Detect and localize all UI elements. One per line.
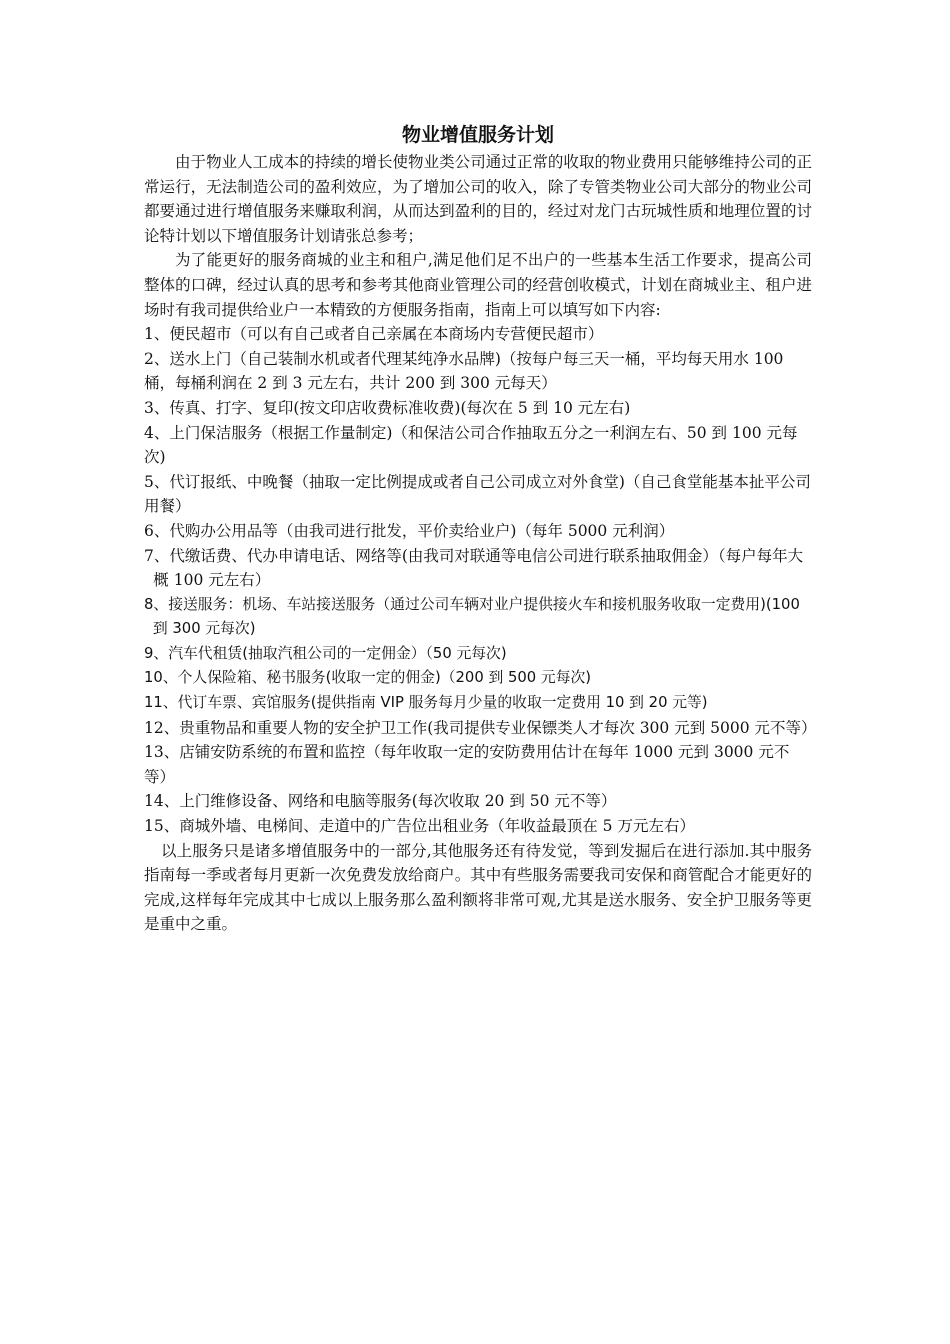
list-item: 5、代订报纸、中晚餐（抽取一定比例提成或者自己公司成立对外食堂)（自己食堂能基本扯平公司用餐） — [144, 472, 811, 516]
service-list — [144, 322, 817, 838]
list-item: 1、便民超市（可以有自己或者自己亲属在本商场内专营便民超市） — [144, 325, 604, 344]
list-item: 3、传真、打字、复印(按文印店收费标准收费)(每次在 5 到 10 元左右) — [144, 398, 631, 417]
list-item: 12、贵重物品和重要人物的安全护卫工作(我司提供专业保镖类人才每次 300 元到 5000 元不等） — [144, 718, 817, 737]
list-item: 4、上门保洁服务（根据工作量制定)（和保洁公司合作抽取五分之一利润左右、50 到 100 元每次) — [144, 423, 798, 467]
closing-paragraph: 以上服务只是诸多增值服务中的一部分,其他服务还有待发觉，等到发掘后在进行添加.其中服务指南每一季或者每月更新一次免费发放给商户。其中有些服务需要我司安保和商管配合才能更好的完成,这样每年完成其中七成以上服务那么盈利额将非常可观,尤其是送水服务、安全护卫服务等更是重中之重。 — [144, 841, 812, 934]
intro-paragraph: 由于物业人工成本的持续的增长使物业类公司通过正常的收取的物业费用只能够维持公司的正常运行，无法制造公司的盈利效应，为了增加公司的收入，除了专管类物业公司大部分的物业公司都要通过进行增值服务来赚取利润，从而达到盈利的目的，经过对龙门古玩城性质和地理位置的讨论特计划以下增值服务计划请张总参考； — [144, 153, 812, 245]
list-item: 11、代订车票、宾馆服务(提供指南 VIP 服务每月少量的收取一定费用 10 到 20 元等) — [144, 694, 708, 712]
list-item: 9、汽车代租赁(抽取汽租公司的一定佣金）（50 元每次) — [144, 644, 507, 662]
document-title: 物业增值服务计划 — [401, 124, 554, 146]
list-item: 2、送水上门（自己装制水机或者代理某纯净水品牌)（按每户每三天一桶，平均每天用水 100 桶，每桶利润在 2 到 3 元左右，共计 200 到 300 元每天） — [144, 349, 784, 393]
list-item: 7、代缴话费、代办申请电话、网络等(由我司对联通等电信公司进行联系抽取佣金）（每户每年大概 100 元左右） — [144, 546, 804, 590]
list-item: 8、接送服务：机场、车站接送服务（通过公司车辆对业户提供接火车和接机服务收取一定费用)(100 到 300 元每次) — [144, 595, 800, 638]
list-item: 6、代购办公用品等（由我司进行批发，平价卖给业户)（每年 5000 元利润） — [144, 521, 675, 540]
list-item: 15、商城外墙、电梯间、走道中的广告位出租业务（年收益最顶在 5 万元左右） — [144, 817, 695, 836]
list-item: 14、上门维修设备、网络和电脑等服务(每次收取 20 到 50 元不等） — [144, 792, 617, 811]
list-item: 10、个人保险箱、秘书服务(收取一定的佣金)（200 到 500 元每次) — [144, 669, 592, 687]
document-page — [144, 120, 817, 937]
purpose-paragraph: 为了能更好的服务商城的业主和租户,满足他们足不出户的一些基本生活工作要求，提高公司整体的口碑，经过认真的思考和参考其他商业管理公司的经营创收模式，计划在商城业主、租户进场时有我司提供给业户一本精致的方便服务指南，指南上可以填写如下内容: — [144, 251, 812, 319]
list-item: 13、店铺安防系统的布置和监控（每年收取一定的安防费用估计在每年 1000 元到 3000 元不等） — [144, 743, 790, 786]
